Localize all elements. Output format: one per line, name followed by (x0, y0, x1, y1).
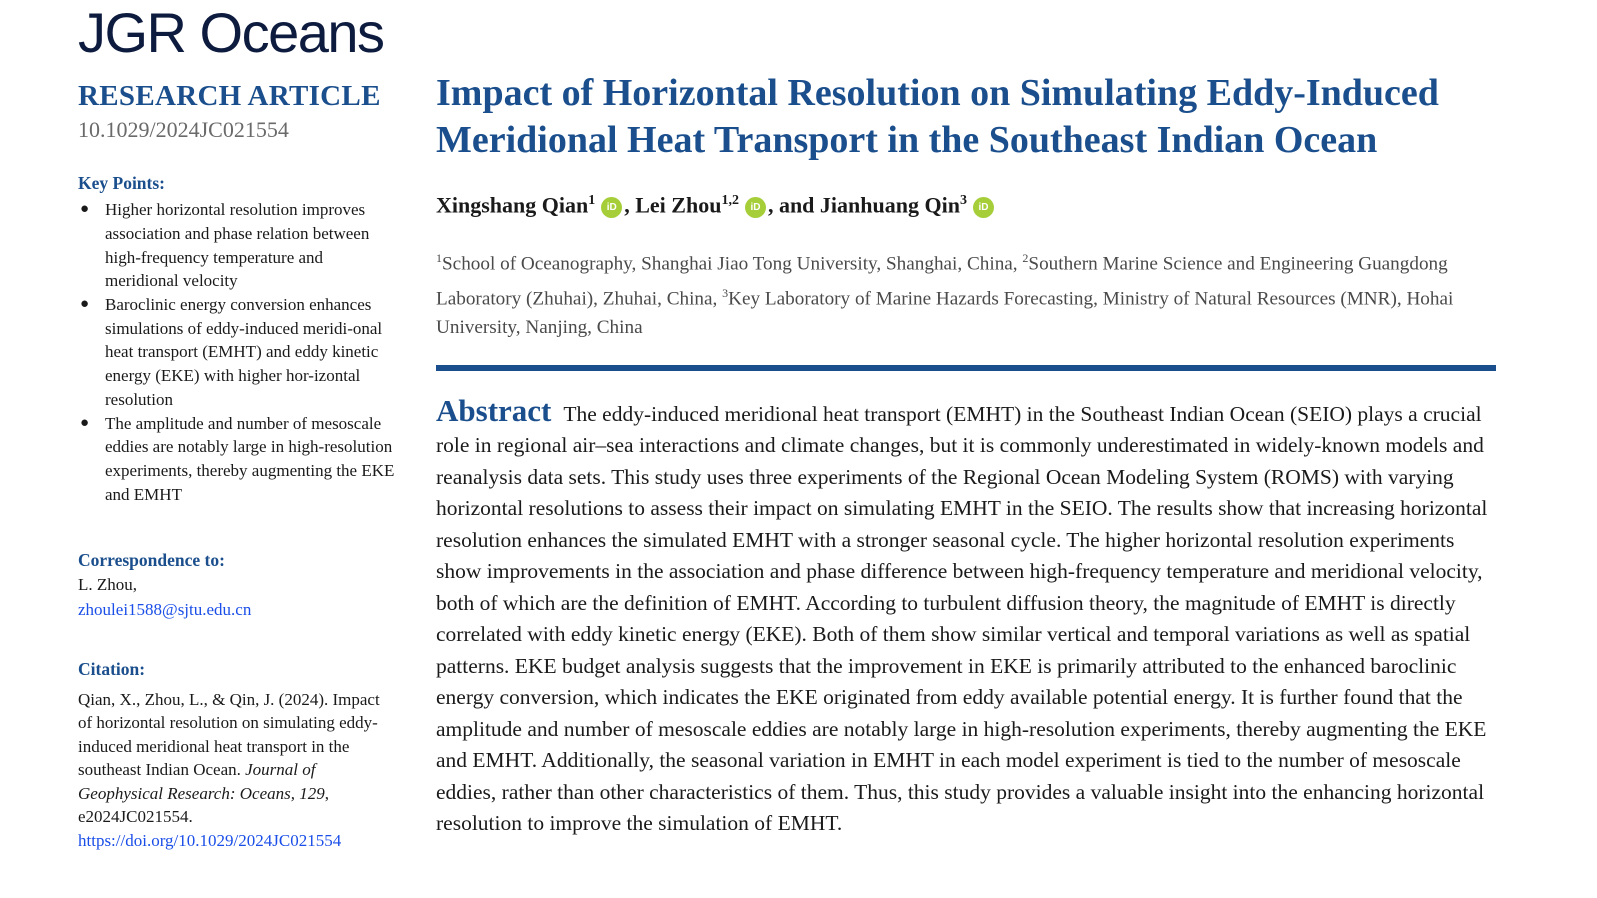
key-point: ● The amplitude and number of mesoscale eddies are notably large in high-resolution experiments, thereby augmenting the EKE and EMHT (80, 413, 395, 504)
key-point: ● Higher horizontal resolution improves association and phase relation between high-frequency temperature and meridional velocity (80, 200, 370, 291)
citation-volume: 129 (299, 783, 325, 803)
abstract (436, 392, 1498, 840)
orcid-icon[interactable]: iD (973, 197, 994, 218)
author-name[interactable]: Xingshang Qian (436, 192, 589, 218)
bullet-icon: ● (80, 296, 90, 313)
key-point: ● Baroclinic energy conversion enhances simulations of eddy-induced meridi-onal heat transport (EMHT) and eddy kinetic energy (EKE) with higher hor-izontal resolution (80, 295, 383, 409)
article-title: Impact of Horizontal Resolution on Simulating Eddy-Induced Meridional Heat Transport in the Southeast Indian Ocean (436, 72, 1439, 161)
section-divider (436, 365, 1496, 371)
author-name[interactable]: Lei Zhou (635, 192, 722, 218)
author-list: Xingshang Qian$^1$ iD , Lei Zhou$^{1,2}$ iD , and Jianhuang Qin$^3$ iD (436, 186, 1498, 220)
citation-doi-link[interactable]: https://doi.org/10.1029/2024JC021554 (78, 830, 342, 850)
citation-text: Qian, X., Zhou, L., & Qin, J. (2024). Impact of horizontal resolution on simulating eddy-induced meridional heat transport in the southeast Indian Ocean. Journal of Geophysical Research: Oceans, 129, e2024JC021554. https://doi.org/10.1029/2024JC021554 (78, 689, 380, 850)
citation (78, 658, 398, 852)
key-points (78, 173, 398, 506)
author-name[interactable]: Jianhuang Qin (819, 192, 960, 218)
correspondence-name: L. Zhou, (78, 575, 138, 595)
article-type: RESEARCH ARTICLE (78, 80, 381, 112)
orcid-icon[interactable]: iD (601, 197, 622, 218)
correspondence-heading: Correspondence to: (78, 550, 225, 571)
sidebar (78, 78, 398, 852)
orcid-icon[interactable]: iD (745, 197, 766, 218)
bullet-icon: ● (80, 201, 90, 218)
main-content (436, 70, 1498, 840)
affiliations: $^1$School of Oceanography, Shanghai Jiao Tong University, Shanghai, China, $^2$Southern Marine Science and Engineering Guangdong Laboratory (Zhuhai), Zhuhai, China, $^3$Key Laboratory of Marine Hazards Forecasting, Ministry of Natural Resources (MNR), Hohai University, Nanjing, China (436, 251, 1454, 339)
correspondence (78, 548, 398, 622)
article-doi[interactable]: 10.1029/2024JC021554 (78, 117, 289, 143)
correspondence-email-link[interactable]: zhoulei1588@sjtu.edu.cn (78, 600, 252, 620)
citation-journal: Journal of Geophysical Research: Oceans (78, 760, 316, 803)
abstract-text: The eddy-induced meridional heat transport (EMHT) in the Southeast Indian Ocean (SEIO) plays a crucial role in regional air–sea interactions and climate changes, but it is commonly underestimated in widely-known models and reanalysis data sets. This study uses three experiments of the Regional Ocean Modeling System (ROMS) with varying horizontal resolutions to assess their impact on simulating EMHT in the SEIO. The results show that increasing horizontal resolution enhances the simulated EMHT with a stronger seasonal cycle. The higher horizontal resolution experiments show improvements in the association and phase difference between high-frequency temperature and meridional velocity, both of which are the definition of EMHT. According to turbulent diffusion theory, the magnitude of EMHT is directly correlated with eddy kinetic energy (EKE). Both of them show similar vertical and temporal variations as well as spatial patterns. EKE budget analysis suggests that the improvement in EKE is primarily attributed to the enhanced baroclinic energy conversion, which indicates the EKE originated from eddy available potential energy. It is further found that the amplitude and number of mesoscale eddies are notably large in high-resolution experiments, thereby augmenting the EKE and EMHT. Additionally, the seasonal variation in EMHT in each model experiment is tied to the number of mesoscale eddies, rather than other characteristics of them. Thus, this study provides a valuable insight into the enhancing horizontal resolution to improve the simulation of EMHT. (436, 401, 1488, 836)
journal-logo: JGR Oceans (78, 1, 384, 64)
citation-heading: Citation: (78, 659, 146, 680)
key-points-heading: Key Points: (78, 173, 166, 194)
abstract-heading: Abstract (436, 392, 552, 428)
bullet-icon: ● (80, 414, 90, 431)
